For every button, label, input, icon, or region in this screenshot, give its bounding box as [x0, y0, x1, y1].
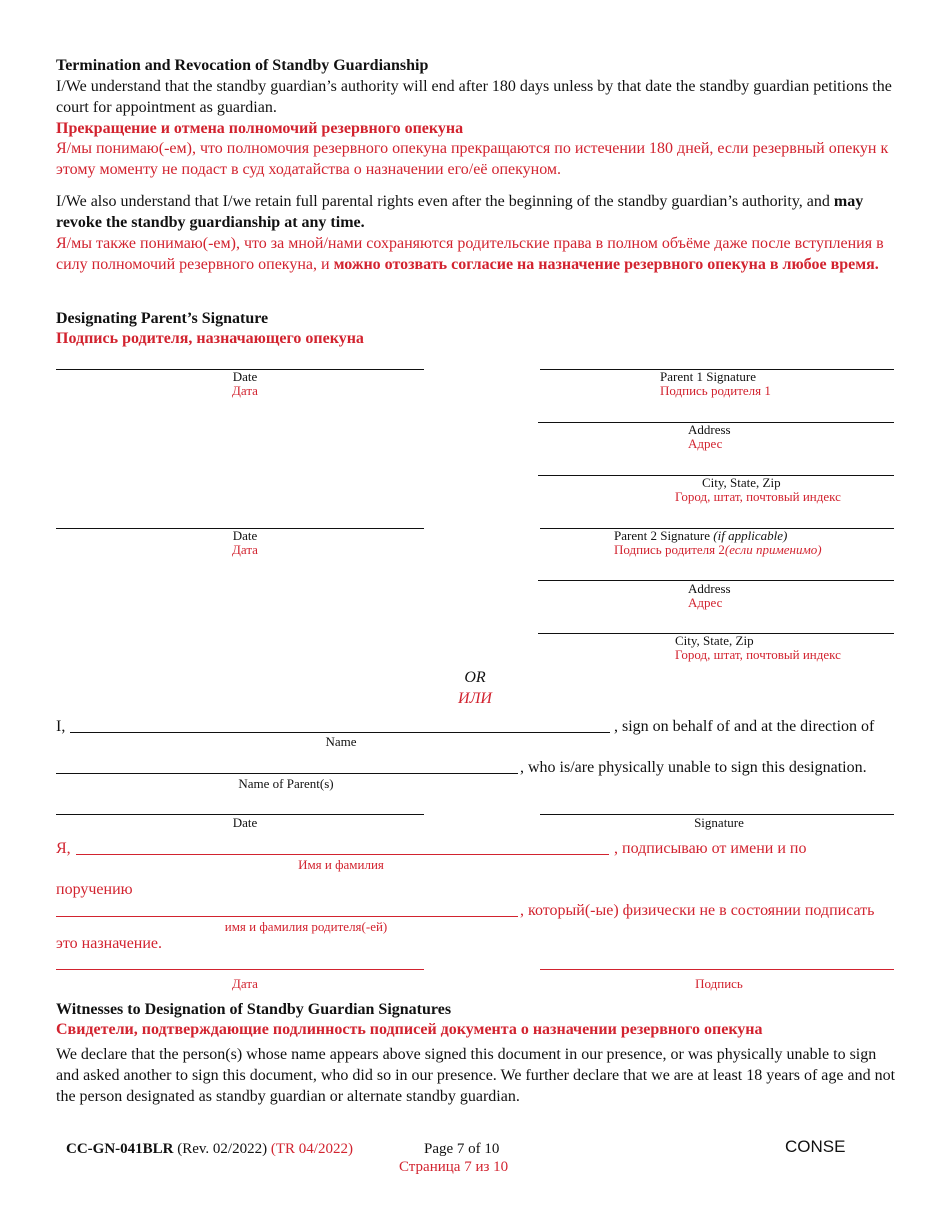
or-label-ru: ИЛИ [458, 690, 492, 707]
signature-heading-ru: Подпись родителя, назначающего опекуна [56, 330, 364, 347]
date-label-en-2: Date [232, 528, 258, 543]
date-line-ru[interactable] [56, 969, 424, 970]
termination-paragraph-en: I/We understand that the standby guardian’s authority will end after 180 days unless by that date the standby guardian petitions the court for appointment as guardian. [56, 78, 892, 116]
city-label-en-2: City, State, Zip [675, 633, 754, 648]
name-label-ru: Имя и фамилия [298, 857, 384, 872]
parent1-label-en: Parent 1 Signature [660, 369, 757, 384]
city-label-ru-2: Город, штат, почтовый индекс [675, 647, 841, 662]
revoke-paragraph-ru [56, 233, 896, 275]
designation-text-ru: это назначение. [56, 935, 163, 952]
date-label-en-3: Date [232, 815, 258, 830]
proxy-name-line-en[interactable] [70, 732, 610, 733]
signature-label-en: Signature [694, 815, 744, 830]
form-revision: (Rev. 02/2022) [177, 1141, 268, 1157]
parent2-note-en: (if applicable) [713, 528, 788, 543]
city-label-ru-1: Город, штат, почтовый индекс [675, 489, 841, 504]
sign-behalf-text-en: , sign on behalf of and at the direction of [614, 718, 875, 735]
revoke-paragraph-en [56, 191, 896, 233]
date-label-en-1: Date [232, 369, 258, 384]
signature-heading-en: Designating Parent’s Signature [56, 310, 269, 327]
city-label-en-1: City, State, Zip [702, 475, 781, 490]
termination-heading-ru: Прекращение и отмена полномочий резервного опекуна [56, 120, 464, 137]
instruction-text-ru: поручению [56, 881, 133, 898]
form-translation-date: (TR 04/2022) [270, 1141, 353, 1157]
parent2-text-ru: Подпись родителя 2 [614, 542, 725, 557]
parent-name-line-ru[interactable] [56, 916, 518, 917]
parent2-text-en: Parent 2 Signature [614, 528, 711, 543]
witnesses-heading-en: Witnesses to Designation of Standby Guardian Signatures [56, 1001, 452, 1018]
address-label-en-1: Address [688, 422, 731, 437]
parent-name-line-en[interactable] [56, 773, 518, 774]
address-label-ru-2: Адрес [688, 595, 723, 610]
parent2-label-ru [614, 543, 822, 557]
revoke-text-ru: Я/мы также понимаю(-ем), что за мной/нами сохраняются родительские права в полном объёме даже после вступления в силу полномочий резервного опекуна, и [56, 235, 884, 273]
i-label-ru: Я, [56, 840, 71, 857]
date-label-ru-1: Дата [232, 383, 258, 398]
i-label-en: I, [56, 718, 66, 735]
footer-form-id [66, 1141, 353, 1158]
page-number-ru: Страница 7 из 10 [399, 1159, 509, 1175]
conse-stamp: CONSE [785, 1137, 846, 1156]
or-label-en: OR [464, 669, 486, 686]
date-label-ru-2: Дата [232, 542, 258, 557]
witnesses-paragraph-en: We declare that the person(s) whose name appears above signed this document in our presence, or was physically unable to sign and asked another to sign this document, who did so in our presence. We further declare that we are at least 18 years of age and not the person designated as standby guardian or alternate standby guardian. [56, 1046, 896, 1105]
address-label-ru-1: Адрес [688, 436, 723, 451]
name-parents-label-en: Name of Parent(s) [238, 776, 334, 791]
parent2-note-ru: (если применимо) [724, 542, 822, 557]
parent2-label-en [614, 529, 787, 543]
address-label-en-2: Address [688, 581, 731, 596]
witnesses-heading-ru: Свидетели, подтверждающие подлинность подписей документа о назначении резервного опекуна [56, 1021, 763, 1038]
name-parents-label-ru: имя и фамилия родителя(-ей) [224, 919, 388, 934]
parent1-label-ru: Подпись родителя 1 [660, 383, 771, 398]
name-label-en: Name [325, 734, 357, 749]
revoke-bold-en: may revoke the standby guardianship at any time. [56, 193, 864, 231]
revoke-text-en: I/We also understand that I/we retain full parental rights even after the beginning of the standby guardian’s authority, and [56, 193, 830, 210]
unable-text-en: , who is/are physically unable to sign this designation. [520, 759, 867, 776]
termination-heading-en: Termination and Revocation of Standby Guardianship [56, 57, 429, 74]
unable-text-ru: , который(-ые) физически не в состоянии подписать [520, 902, 875, 919]
revoke-bold-ru: можно отозвать согласие на назначение резервного опекуна в любое время. [333, 256, 879, 273]
sign-behalf-text-ru: , подписываю от имени и по [614, 840, 807, 857]
form-code: CC-GN-041BLR [66, 1141, 174, 1157]
signature-line-ru[interactable] [540, 969, 894, 970]
page-number-en: Page 7 of 10 [424, 1141, 500, 1157]
proxy-name-line-ru[interactable] [76, 854, 609, 855]
signature-label-ru: Подпись [695, 976, 743, 991]
termination-paragraph-ru: Я/мы понимаю(-ем), что полномочия резервного опекуна прекращаются по истечении 180 дней, если резервный опекун к этому моменту не подаст в суд ходатайства о назначении его/её опекуном. [56, 140, 889, 178]
date-label-ru-3: Дата [232, 976, 258, 991]
